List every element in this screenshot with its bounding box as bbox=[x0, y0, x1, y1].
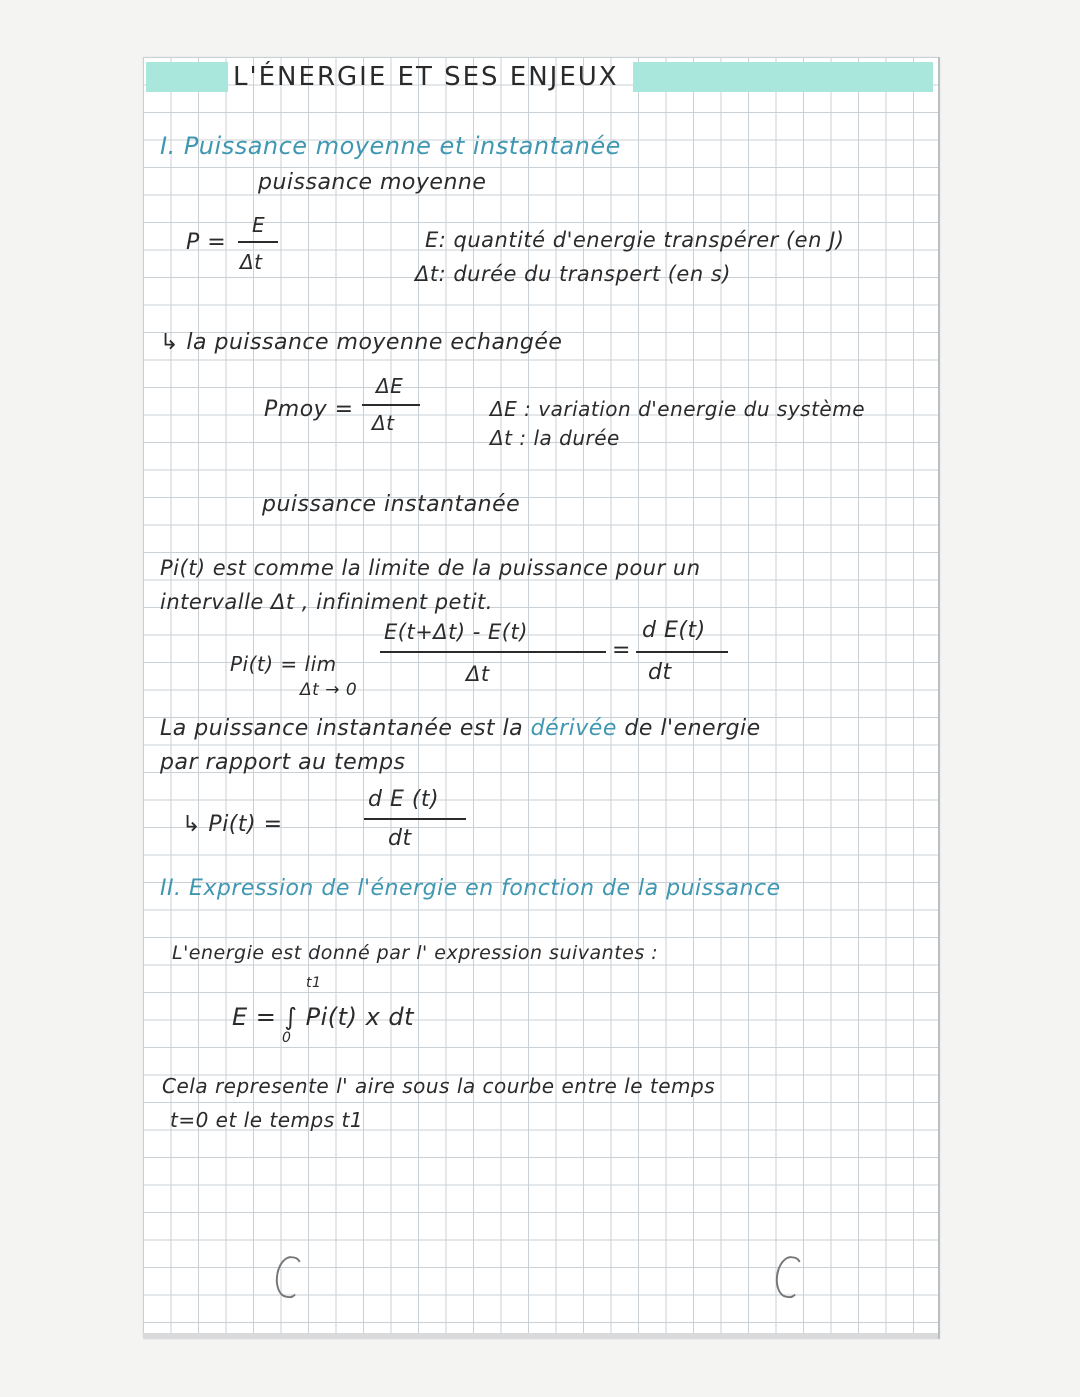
energy-intro: L'energie est donné par l' expression suivantes : bbox=[172, 942, 659, 964]
definition-delta-t: Δt: durée du transpert (en s) bbox=[415, 262, 731, 286]
formula1-denominator: Δt bbox=[240, 250, 263, 274]
formula3-derivative-bar bbox=[636, 651, 728, 653]
formula1-fraction-bar bbox=[238, 241, 278, 243]
definition-delta-E: ΔE : variation d'energie du système bbox=[490, 397, 866, 421]
integral-upper-bound: t1 bbox=[306, 975, 322, 991]
formula2-denominator: Δt bbox=[372, 411, 395, 435]
derivative-sentence bbox=[160, 716, 761, 741]
formula3-equals: = bbox=[612, 638, 631, 663]
formula2-numerator: ΔE bbox=[376, 374, 404, 398]
formula3-derivative-numerator: d E(t) bbox=[642, 618, 706, 643]
formula4-lhs: ↳ Pi(t) = bbox=[182, 812, 283, 837]
section-2-heading: II. Expression de l'énergie en fonction de la puissance bbox=[160, 876, 781, 901]
title-highlight-left bbox=[146, 62, 228, 92]
derivative-keyword: dérivée bbox=[530, 716, 617, 741]
formula1-numerator: E bbox=[252, 213, 266, 237]
paragraph-limit-line2: intervalle Δt , infiniment petit. bbox=[160, 590, 493, 614]
derivative-sentence-line2: par rapport au temps bbox=[160, 750, 406, 775]
formula4-fraction-bar bbox=[364, 818, 466, 820]
formula2-lhs: Pmoy = bbox=[264, 397, 354, 422]
page-title: L'ÉNERGIE ET SES ENJEUX bbox=[233, 62, 619, 92]
formula3-numerator: E(t+Δt) - E(t) bbox=[384, 620, 528, 644]
area-sentence-line2: t=0 et le temps t1 bbox=[170, 1108, 364, 1132]
formula3-limit-subscript: Δt → 0 bbox=[300, 680, 358, 700]
section-1-heading: I. Puissance moyenne et instantanée bbox=[160, 132, 621, 160]
definition-E: E: quantité d'energie transpérer (en J) bbox=[425, 228, 845, 252]
integral-lower-bound: 0 bbox=[282, 1030, 292, 1046]
derivative-sentence-end: de l'energie bbox=[624, 716, 761, 741]
formula2-fraction-bar bbox=[362, 404, 420, 406]
formula1-lhs: P = bbox=[186, 230, 227, 255]
formula3-fraction-bar bbox=[380, 651, 606, 653]
sheet-bottom-edge bbox=[143, 1333, 938, 1339]
subheading-instant-power: puissance instantanée bbox=[262, 492, 521, 517]
formula4-denominator: dt bbox=[388, 826, 412, 851]
area-sentence-line1: Cela represente l' aire sous la courbe entre le temps bbox=[162, 1074, 716, 1098]
arrow-average-exchanged: ↳ la puissance moyenne echangée bbox=[160, 330, 563, 355]
formula3-lhs: Pi(t) = lim bbox=[230, 652, 337, 676]
subheading-average-power: puissance moyenne bbox=[258, 170, 487, 195]
formula3-derivative-denominator: dt bbox=[648, 660, 672, 685]
title-highlight-right bbox=[633, 62, 933, 92]
formula4-numerator: d E (t) bbox=[368, 787, 440, 812]
derivative-sentence-start: La puissance instantanée est la bbox=[160, 716, 524, 741]
formula3-denominator: Δt bbox=[466, 662, 490, 686]
integral-formula: E = ∫ Pi(t) x dt bbox=[232, 1003, 415, 1031]
paragraph-limit-line1: Pi(t) est comme la limite de la puissance pour un bbox=[160, 556, 701, 580]
definition-duration: Δt : la durée bbox=[490, 426, 620, 450]
